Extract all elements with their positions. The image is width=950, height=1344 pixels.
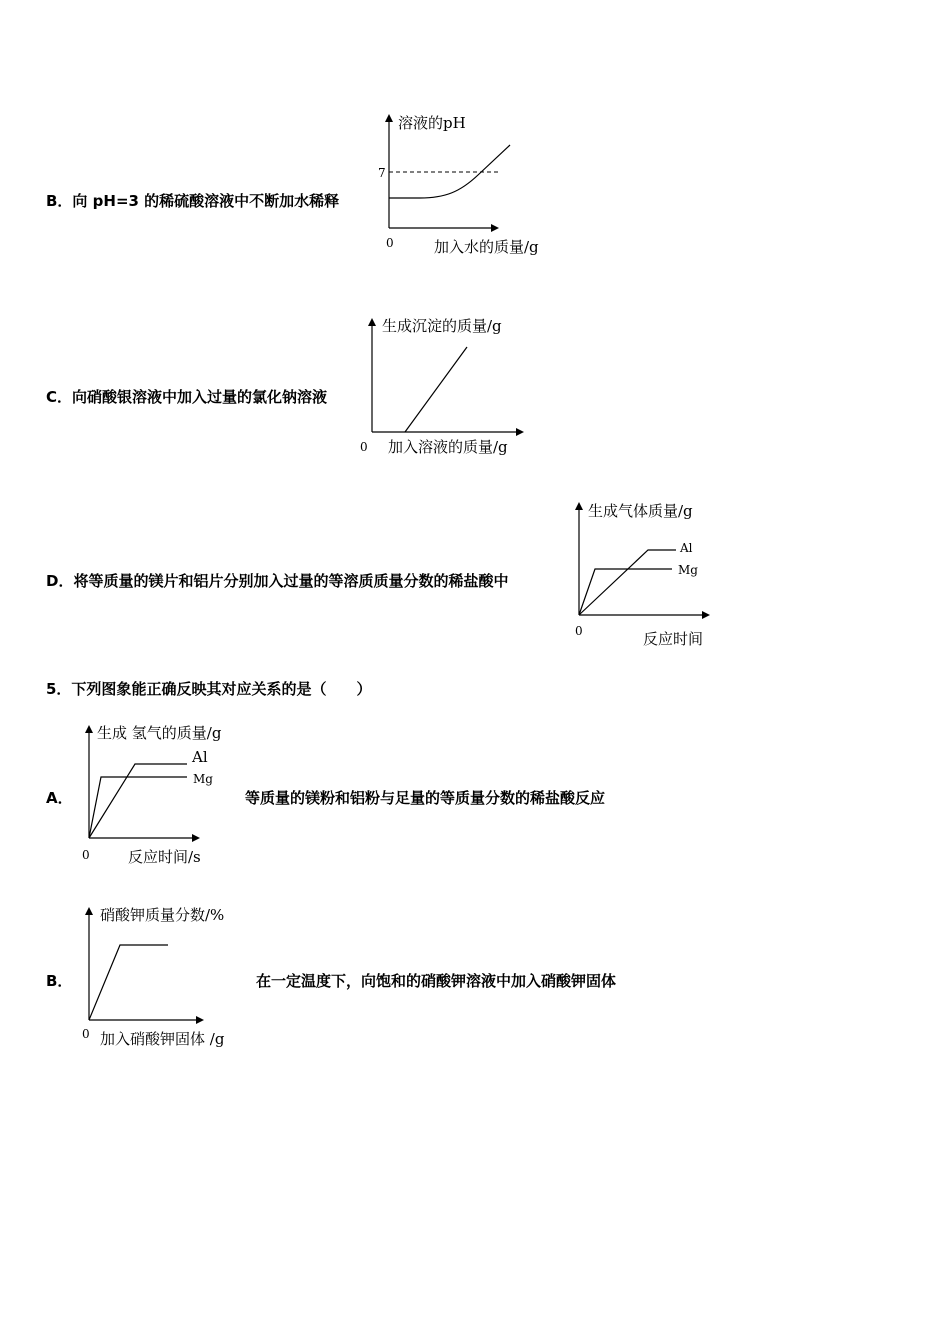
option-b-q5-desc: 在一定温度下，向饱和的硝酸钾溶液中加入硝酸钾固体 — [256, 972, 617, 990]
option-b-q5-letter: B． — [46, 972, 73, 990]
chart-a5-legend-al: Al — [192, 748, 208, 766]
chart-b5-xlabel: 加入硝酸钾固体 /g — [100, 1030, 225, 1048]
chart-b-tick-7: 7 — [378, 166, 386, 180]
chart-a5-series-al — [89, 764, 187, 838]
chart-b5-ylabel: 硝酸钾质量分数/% — [100, 906, 225, 924]
chart-b-ylabel: 溶液的pH — [398, 114, 466, 132]
chart-d-legend-al: Al — [680, 541, 693, 555]
chart-d-series-mg — [579, 569, 672, 615]
chart-a5-legend-mg: Mg — [193, 772, 213, 786]
option-b-q4: B．向 pH=3 的稀硫酸溶液中不断加水稀释 — [46, 192, 340, 210]
chart-b-curve — [389, 145, 510, 198]
option-d-q4: D．将等质量的镁片和铝片分别加入过量的等溶质质量分数的稀盐酸中 — [46, 572, 509, 590]
chart-c-ylabel: 生成沉淀的质量/g — [382, 317, 502, 335]
chart-a5-origin: 0 — [82, 848, 90, 862]
chart-c-xlabel: 加入溶液的质量/g — [388, 438, 508, 456]
chart-c-origin: 0 — [360, 440, 368, 454]
chart-b-xlabel: 加入水的质量/g — [434, 238, 539, 256]
option-a-q5-letter: A． — [46, 789, 73, 807]
chart-d-ylabel: 生成气体质量/g — [588, 502, 693, 520]
chart-c-line — [405, 347, 467, 432]
chart-d-origin: 0 — [575, 624, 583, 638]
chart-a5-xlabel: 反应时间/s — [128, 848, 201, 866]
chart-b5-origin: 0 — [82, 1027, 90, 1041]
chart-d-legend-mg: Mg — [678, 563, 698, 577]
chart-b-origin: 0 — [386, 236, 394, 250]
chart-d-xlabel: 反应时间 — [643, 630, 704, 648]
chart-d-series-al — [579, 550, 676, 615]
chart-a5-series-mg — [89, 777, 187, 838]
option-c-q4: C．向硝酸银溶液中加入过量的氯化钠溶液 — [46, 388, 328, 406]
question-5-title: 5．下列图象能正确反映其对应关系的是（ ） — [46, 680, 372, 698]
option-a-q5-desc: 等质量的镁粉和铝粉与足量的等质量分数的稀盐酸反应 — [245, 789, 606, 807]
chart-a5-ylabel: 生成 氢气的质量/g — [97, 724, 222, 742]
chart-b5-line — [89, 945, 168, 1020]
